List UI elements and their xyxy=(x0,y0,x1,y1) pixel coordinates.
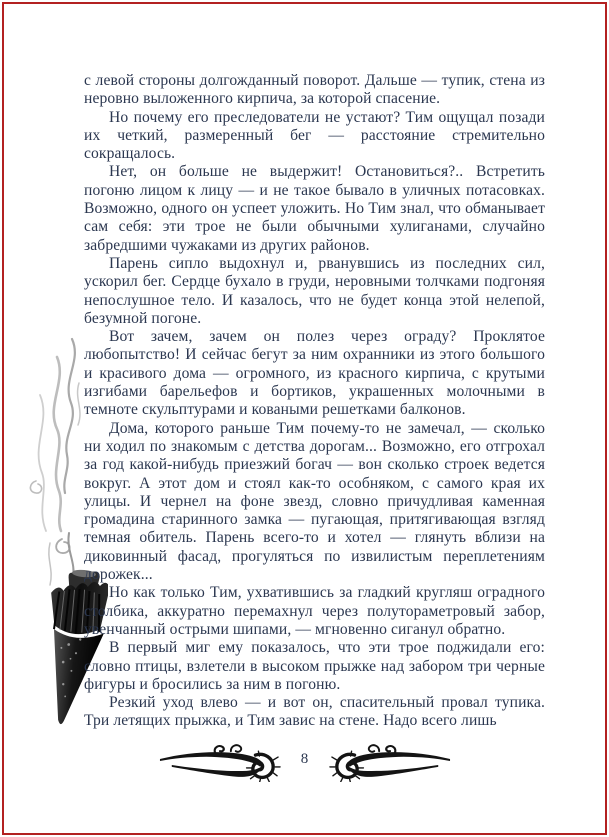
paragraph: В первый миг ему показалось, что эти трое поджидали его: словно птицы, взлетели в высоком прыжке над забором три черные фигуры и бросились за ним в погоню. xyxy=(84,639,545,693)
page-footer xyxy=(0,740,609,782)
paragraph: Резкий уход влево — и вот он, спасительный провал тупика. Три летящих прыжка, и Тим завис на стене. Надо всего лишь xyxy=(84,694,545,730)
paragraph: Нет, он больше не выдержит! Остановиться?.. Встретить погоню лицом к лицу — и не такое бывало в уличных потасовках. Возможно, одного он успеет уложить. Но Тим знал, что обманывает сам себя: эти трое не были обычными хулиганами, случайно забредшими чужаками из других районов. xyxy=(84,163,545,254)
paragraph: с левой стороны долгожданный поворот. Дальше — тупик, стена из неровно выложенного кирпича, за которой спасение. xyxy=(84,72,545,108)
footer-flourish-right-icon xyxy=(326,740,452,782)
smoke-icon xyxy=(30,339,80,603)
paragraph: Дома, которого раньше Тим почему-то не замечал, — сколько ни ходил по знакомым с детства дорогам... Возможно, его отгрохал за год какой-нибудь приезжий богач — вон сколько строек ведется вокруг. А этот дом и стоял как-то особняком, с самого края их улицы. И чернел на фоне звезд, словно причудливая каменная громадина старинного замка — пугающая, притягивающая взгляд темная обитель. Парень всего-то и хотел — глянуть вблизи на диковинный фасад, прогуляться по извилистым переплетениям дорожек... xyxy=(84,419,545,584)
paragraph: Вот зачем, зачем он полез через ограду? Проклятое любопытство! И сейчас бегут за ним охранники из этого большого и красивого дома — огромного, из красного кирпича, с крутыми изгибами барельефов и бортиков, украшенных молочными в темноте скульптурами и коваными решетками балконов. xyxy=(84,328,545,419)
page-number: 8 xyxy=(300,750,309,767)
footer-flourish-left-icon xyxy=(158,740,284,782)
paragraph: Но почему его преследователи не устают? Тим ощущал позади их четкий, размеренный бег — расстояние стремительно сокращалось. xyxy=(84,108,545,163)
paragraph: Но как только Тим, ухватившись за гладкий кругляш оградного столбика, аккуратно перемахнул через полутораметровый забор, увенчанный острыми шипами, — мгновенно сиганул обратно. xyxy=(84,584,545,638)
paragraph: Парень сипло выдохнул и, рванувшись из последних сил, ускорил бег. Сердце бухало в груди, неровными толчками подгоняя непослушное тело. И казалось, что не будет конца этой нелепой, безумной погоне. xyxy=(84,254,545,327)
text-column xyxy=(84,72,545,731)
